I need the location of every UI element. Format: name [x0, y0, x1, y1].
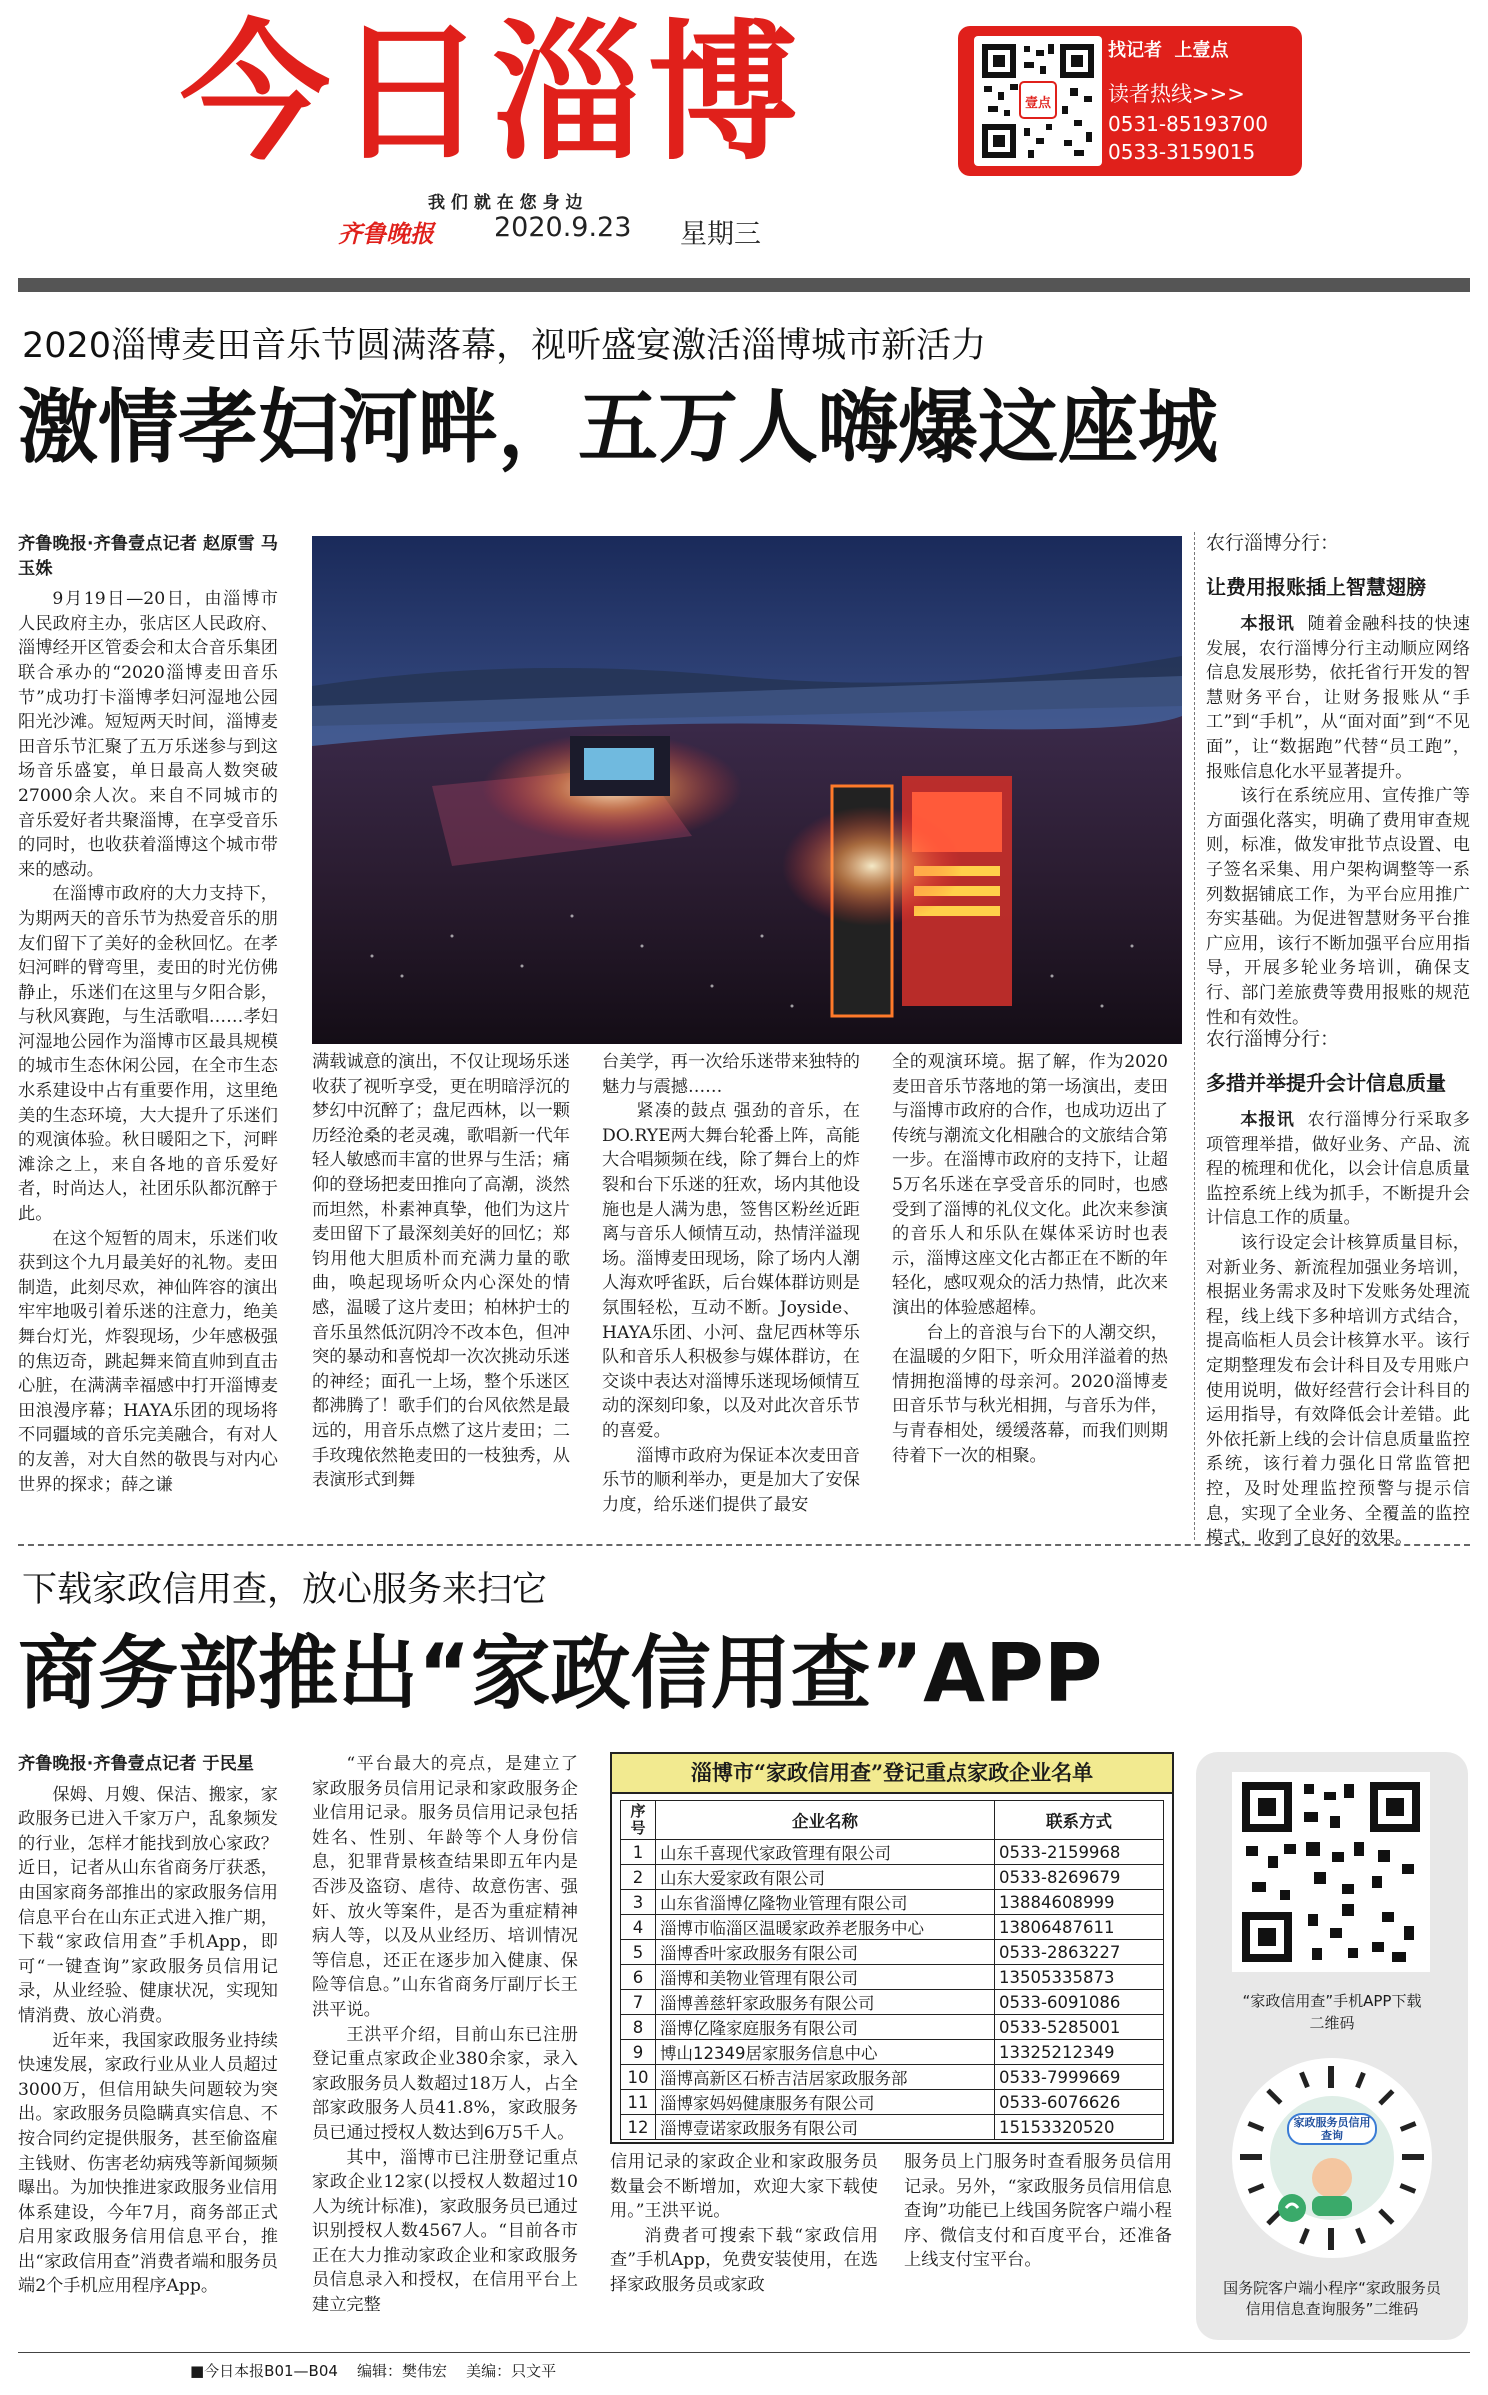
table-cell-no: 3 — [621, 1890, 656, 1915]
table-cell-phone: 0533-2159968 — [995, 1840, 1164, 1865]
table-cell-no: 2 — [621, 1865, 656, 1890]
sidebar-divider — [1194, 532, 1195, 1540]
table-cell-phone: 13884608999 — [995, 1890, 1164, 1915]
table-cell-phone: 0533-6091086 — [995, 1990, 1164, 2015]
table-cell-no: 12 — [621, 2115, 656, 2140]
table-cell-name: 淄博亿隆家庭服务有限公司 — [656, 2015, 995, 2040]
sidebar2-lead: 本报讯 — [1240, 1110, 1295, 1130]
story2-para: 保姆、月嫂、保洁、搬家，家政服务已进入千家万户，乱象频发的行业，怎样才能找到放心家政？近日，记者从山东省商务厅获悉，由国家商务部推出的家政服务信用信息平台在山东正式进入推广期，下载“家政信用查”手机App，即可“一键查询”家政服务员信用记录，从业经验、健康状况，实现知情消费、放心消费。 — [18, 1784, 278, 2026]
table-cell-phone: 0533-2863227 — [995, 1940, 1164, 1965]
sidebar1-para: 该行在系统应用、宣传推广等方面强化落实，明确了费用审查规则，标准，做发审批节点设置、电子签名采集、用户架构调整等一系列数据铺底工作，为平台应用推广夯实基础。为促进智慧财务平台推广应用，该行不断加强平台应用指导，开展多轮业务培训，确保支行、部门差旅费等费用报账的规范性和有效性。 — [1206, 786, 1470, 1028]
hotline-label: 读者热线>>> — [1108, 82, 1245, 106]
hotline-phone-1: 0531-85193700 — [1108, 112, 1268, 136]
table-header-row — [621, 1801, 1164, 1840]
table-header-name: 企业名称 — [656, 1801, 995, 1840]
table-cell-no: 7 — [621, 1990, 656, 2015]
table-row — [621, 2115, 1164, 2140]
story2-col4 — [904, 2150, 1172, 2340]
table-row — [621, 1840, 1164, 1865]
table-cell-name: 淄博香叶家政服务有限公司 — [656, 1940, 995, 1965]
table-cell-name: 淄博壹诺家政服务有限公司 — [656, 2115, 995, 2140]
story1-para: 台美学，再一次给乐迷带来独特的魅力与震撼…… — [602, 1052, 860, 1097]
story2-col3 — [610, 2150, 878, 2340]
masthead-date: 2020.9.23 — [494, 212, 632, 243]
table-cell-phone: 0533-5285001 — [995, 2015, 1164, 2040]
story2-para: 其中，淄博市已注册登记重点家政企业12家(以授权人数超过10人为统计标准)，家政服务员已通过识别授权人数4567人。“目前各市正在大力推动家政企业和家政服务员信息录入和授权，在信用平台上建立完整 — [312, 2147, 578, 2316]
app-qr-code[interactable] — [1232, 1772, 1430, 1972]
masthead-weekday: 星期三 — [680, 219, 761, 250]
story2-para: “平台最大的亮点，是建立了家政服务员信用记录和家政服务企业信用记录。服务员信用记录包括姓名、性别、年龄等个人身份信息，犯罪背景核查结果即五年内是否涉及盗窃、虐待、故意伤害、强奸、放火等案件，是否为重症精神病人等，以及从业经历、培训情况等信息，还正在逐步加入健康、保险等信息。”山东省商务厅副厅长王洪平说。 — [312, 1754, 578, 2020]
table-cell-name: 山东省淄博亿隆物业管理有限公司 — [656, 1890, 995, 1915]
story2-para: 王洪平介绍，目前山东已注册登记重点家政企业380余家，录入家政服务员人数超过18万人，占全部家政服务人员41.8%，家政服务员已通过授权人数达到6万5千人。 — [312, 2024, 578, 2143]
story1-col1 — [18, 532, 278, 1537]
table-cell-name: 山东千喜现代家政管理有限公司 — [656, 1840, 995, 1865]
story1-para: 淄博市政府为保证本次麦田音乐节的顺利举办，更是加大了安保力度，给乐迷们提供了最安 — [602, 1445, 860, 1515]
story2-kicker: 下载家政信用查，放心服务来扫它 — [22, 1570, 548, 1610]
table-cell-phone: 13806487611 — [995, 1915, 1164, 1940]
table-cell-phone: 15153320520 — [995, 2115, 1164, 2140]
table-row — [621, 2090, 1164, 2115]
sidebar2-headline: 多措并举提升会计信息质量 — [1206, 1071, 1446, 1095]
story2-para: 近年来，我国家政服务业持续快速发展，家政行业从业人员超过3000万，但信用缺失问题较为突出。家政服务员隐瞒真实信息、不按合同约定提供服务，甚至偷盗雇主钱财、伤害老幼病残等新闻频频曝出。为加快推进家政服务业信用体系建设，今年7月，商务部正式启用家政服务信用信息平台，推出“家政信用查”消费者端和服务员端2个手机应用程序App。 — [18, 2030, 278, 2297]
story1-para: 台上的音浪与台下的人潮交织，在温暖的夕阳下，听众用洋溢着的热情拥抱淄博的母亲河。2020淄博麦田音乐节与秋光相拥，与音乐为伴，与青春相处，缓缓落幕，而我们则期待着下一次的相聚。 — [892, 1322, 1168, 1466]
footer-designer: 美编：只文平 — [466, 2362, 557, 2380]
table-row — [621, 2065, 1164, 2090]
sidebar2 — [1206, 1024, 1470, 1548]
table-cell-name: 淄博高新区石桥吉洁居家政服务部 — [656, 2065, 995, 2090]
sidebar1 — [1206, 528, 1470, 1028]
table-cell-no: 6 — [621, 1965, 656, 1990]
masthead-slogan: 我 们 就 在 您 身 边 — [428, 193, 583, 213]
sidebar1-headline: 让费用报账插上智慧翅膀 — [1206, 575, 1426, 599]
story1-para: 在这个短暂的周末，乐迷们收获到这个九月最美好的礼物。麦田制造，此刻尽欢，神仙阵容的演出牢牢地吸引着乐迷的注意力，绝美舞台灯光，炸裂现场，少年感极强的焦迈奇，跳起舞来简直帅到直击心脏，在满满幸福感中打开淄博麦田浪漫序幕；HAYA乐团的现场将不同疆域的音乐完美融合，有对人的友善，对大自然的敬畏与对内心世界的探求；薛之谦 — [18, 1228, 278, 1495]
qr-panel — [1196, 1752, 1468, 2340]
mini-program-code[interactable] — [1232, 2058, 1432, 2258]
table-cell-name: 淄博善慈轩家政服务有限公司 — [656, 1990, 995, 2015]
sidebar2-para: 该行设定会计核算质量目标，对新业务、新流程加强业务培训，根据业务需求及时下发账务处理流程，线上线下多种培训方式结合，提高临柜人员会计核算水平。该行定期整理发布会计科目及专用账户使用说明，做好经营行会计科目的运用指导，有效降低会计差错。此外依托新上线的会计信息质量监控系统，该行着力强化日常监管把控，及时处理监控预警与提示信息，实现了全业务、全覆盖的监控模式，收到了良好的效果。 — [1206, 1232, 1470, 1548]
footer-page-index: ■今日本报B01—B04 — [190, 2362, 338, 2380]
sidebar2-kicker: 农行淄博分行： — [1206, 1028, 1340, 1050]
sidebar1-lead: 本报讯 — [1240, 614, 1295, 634]
story1-kicker: 2020淄博麦田音乐节圆满落幕，视听盛宴激活淄博城市新活力 — [22, 326, 987, 366]
footer-editor: 编辑：樊伟宏 — [357, 2362, 448, 2380]
table-cell-phone: 13505335873 — [995, 1965, 1164, 1990]
story1-col3 — [602, 1050, 860, 1540]
enterprise-table-title: 淄博市“家政信用查”登记重点家政企业名单 — [612, 1754, 1172, 1794]
table-cell-no: 8 — [621, 2015, 656, 2040]
story1-para: 满载诚意的演出，不仅让现场乐迷收获了视听享受，更在明暗浮沉的梦幻中沉醉了；盘尼西林，以一颗历经沧桑的老灵魂，歌唱新一代年轻人敏感而丰富的世界与生活；痛仰的登场把麦田推向了高潮，淡然而坦然，朴素神真挚，他们为这片麦田留下了最深刻美好的回忆；郑钧用他大胆质朴而充满力量的歌曲，唤起现场听众内心深处的情感，温暖了这片麦田；柏林护士的音乐虽然低沉阴冷不改本色，但冲突的暴动和喜悦却一次次挑动乐迷的神经；面孔一上场，整个乐迷区都沸腾了！歌手们的台风依然是最远的，用音乐点燃了这片麦田；二手玫瑰依然艳麦田的一枝独秀，从表演形式到舞 — [312, 1052, 570, 1491]
table-cell-phone: 0533-8269679 — [995, 1865, 1164, 1890]
story2-headline: 商务部推出“家政信用查”APP — [18, 1627, 1103, 1720]
mini-program-caption: 国务院客户端小程序“家政服务员信用信息查询服务”二维码 — [1223, 2279, 1441, 2318]
story2-byline: 齐鲁晚报·齐鲁壹点记者 于民星 — [18, 1754, 254, 1774]
enterprise-table-box — [610, 1752, 1174, 2144]
table-row — [621, 2040, 1164, 2065]
story1-para: 紧凑的鼓点 强劲的音乐，在DO.RYE两大舞台轮番上阵，高能大合唱频频在线，除了舞台上的炸裂和台下乐迷的狂欢，场内其他设施也是人满为患，签售区粉丝近距离与音乐人倾情互动，热情洋溢现场。淄博麦田现场，除了场内人潮人海欢呼雀跃，后台媒体群访则是氛围轻松，互动不断。Joyside、HAYA乐团、小河、盘尼西林等乐队和音乐人积极参与媒体群访，在交谈中表达对淄博乐迷现场倾情互动的深刻印象，以及对此次音乐节的喜爱。 — [602, 1101, 860, 1441]
mini-program-label: 家政服务员信用查询 — [1293, 2116, 1371, 2142]
hotline-top: 找记者 上壹点 — [1108, 40, 1229, 61]
story2-col1 — [18, 1752, 278, 2342]
sidebar2-para: 农行淄博分行采取多项管理举措，做好业务、产品、流程的梳理和优化，以会计信息质量监控系统上线为抓手，不断提升会计信息工作的质量。 — [1206, 1110, 1470, 1229]
story1-para: 在淄博市政府的大力支持下，为期两天的音乐节为热爱音乐的朋友们留下了美好的金秋回忆。在孝妇河畔的臂弯里，麦田的时光仿佛静止，乐迷们在这里与夕阳合影，与秋风赛跑，与生活歌唱……孝妇河湿地公园作为淄博市区最具规模的城市生态休闲公园，在全市生态水系建设中占有重要作用，这里绝美的生态环境，大大提升了乐迷们的观演体验。秋日暖阳之下，河畔滩涂之上，来自各地的音乐爱好者，时尚达人，社团乐队都沉醉于此。 — [18, 884, 278, 1225]
table-cell-name: 博山12349居家服务信息中心 — [656, 2040, 995, 2065]
table-row — [621, 1915, 1164, 1940]
app-qr-caption: “家政信用查”手机APP下载二维码 — [1242, 1992, 1422, 2032]
story1-headline: 激情孝妇河畔，五万人嗨爆这座城 — [18, 381, 1218, 474]
table-row — [621, 1865, 1164, 1890]
table-cell-name: 淄博和美物业管理有限公司 — [656, 1965, 995, 1990]
story2-para: 消费者可搜索下载“家政信用查”手机App，免费安装使用，在选择家政服务员或家政 — [610, 2225, 878, 2295]
table-cell-no: 10 — [621, 2065, 656, 2090]
story1-para: 全的观演环境。据了解，作为2020麦田音乐节落地的第一场演出，麦田与淄博市政府的合作，也成功迈出了传统与潮流文化相融合的文旅结合第一步。在淄博市政府的支持下，让超5万名乐迷在享受音乐的同时，也感受到了淄博的礼仪文化。此次来参演的音乐人和乐队在媒体采访时也表示，淄博这座文化古都正在不断的年轻化，感叹观众的活力热情，此次来演出的体验感超棒。 — [892, 1052, 1168, 1318]
table-cell-name: 山东大爱家政有限公司 — [656, 1865, 995, 1890]
story1-byline: 齐鲁晚报·齐鲁壹点记者 赵原雪 马玉姝 — [18, 534, 278, 579]
table-cell-phone: 0533-7999669 — [995, 2065, 1164, 2090]
sidebar1-para: 随着金融科技的快速发展，农行淄博分行主动顺应网络信息发展形势，依托省行开发的智慧财务平台，让财务报账从“手工”到“手机”，从“面对面”到“不见面”，让“数据跑”代替“员工跑”，报账信息化水平显著提升。 — [1206, 614, 1470, 782]
story1-col4 — [892, 1050, 1168, 1540]
table-cell-name: 淄博家妈妈健康服务有限公司 — [656, 2090, 995, 2115]
story1-col2 — [312, 1050, 570, 1540]
section-divider — [18, 1544, 1470, 1546]
table-row — [621, 1965, 1164, 1990]
footer-rule — [18, 2352, 1470, 2353]
table-header-phone: 联系方式 — [995, 1801, 1164, 1840]
story2-para: 服务员上门服务时查看服务员信用记录。另外，“家政服务员信用信息查询”功能已上线国务院客户端小程序、微信支付和百度平台，还准备上线支付宝平台。 — [904, 2152, 1172, 2271]
table-row — [621, 1990, 1164, 2015]
table-header-no: 序号 — [621, 1801, 656, 1840]
sidebar1-kicker: 农行淄博分行： — [1206, 532, 1340, 554]
table-row — [621, 1890, 1164, 1915]
table-cell-phone: 0533-6076626 — [995, 2090, 1164, 2115]
masthead — [0, 0, 1488, 280]
qr-badge-text: 壹点 — [1024, 96, 1051, 111]
hotline-phone-2: 0533-3159015 — [1108, 140, 1256, 164]
masthead-rule — [18, 278, 1470, 292]
story2-col2 — [312, 1752, 578, 2342]
footer — [190, 2360, 790, 2384]
table-cell-name: 淄博市临淄区温暖家政养老服务中心 — [656, 1915, 995, 1940]
parent-paper-logo: 齐鲁晚报 — [338, 219, 434, 248]
hotline-box — [958, 26, 1302, 176]
masthead-title: 今日淄博 — [180, 7, 805, 181]
table-cell-no: 11 — [621, 2090, 656, 2115]
story1-para: 9月19日—20日，由淄博市人民政府主办，张店区人民政府、淄博经开区管委会和太合音乐集团联合承办的“2020淄博麦田音乐节”成功打卡淄博孝妇河湿地公园阳光沙滩。短短两天时间，淄博麦田音乐节汇聚了五万乐迷参与到这场音乐盛宴，单日最高人数突破27000余人次。来自不同城市的音乐爱好者共聚淄博，在享受音乐的同时，也收获着淄博这个城市带来的感动。 — [18, 589, 278, 880]
table-row — [621, 1940, 1164, 1965]
table-cell-no: 9 — [621, 2040, 656, 2065]
table-cell-no: 5 — [621, 1940, 656, 1965]
enterprise-table — [620, 1800, 1164, 2140]
table-cell-phone: 13325212349 — [995, 2040, 1164, 2065]
table-row — [621, 2015, 1164, 2040]
story2-para: 信用记录的家政企业和家政服务员数量会不断增加，欢迎大家下载使用。”王洪平说。 — [610, 2152, 878, 2222]
masthead-qr-code[interactable] — [974, 36, 1102, 166]
table-cell-no: 1 — [621, 1840, 656, 1865]
concert-photo — [312, 536, 1182, 1044]
table-cell-no: 4 — [621, 1915, 656, 1940]
